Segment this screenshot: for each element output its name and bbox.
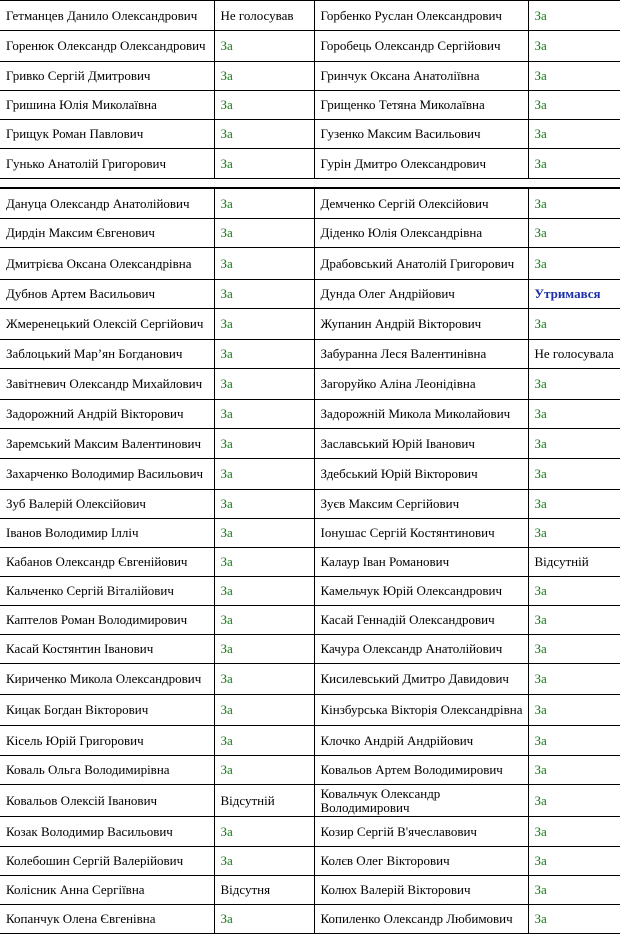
vote-result: За [214,519,314,548]
vote-result: За [528,91,620,120]
table-row [0,785,620,817]
table-row [0,219,620,248]
table-row [0,248,620,280]
vote-result: За [214,219,314,248]
vote-result: За [214,340,314,369]
deputy-name: Гунько Анатолій Григорович [0,149,214,179]
deputy-name: Жмеренецький Олексій Сергійович [0,309,214,340]
vote-result: За [528,876,620,905]
table-row [0,400,620,429]
vote-result: За [528,429,620,459]
deputy-name: Грищук Роман Павлович [0,120,214,149]
votes-table-part2 [0,188,620,934]
deputy-name: Калаур Іван Романович [314,548,528,577]
vote-result: За [214,459,314,490]
deputy-name: Клочко Андрій Андрійович [314,726,528,756]
deputy-name: Ковальчук Олександр Володимирович [314,785,528,817]
vote-result: За [528,31,620,62]
deputy-name: Кицак Богдан Вікторович [0,695,214,726]
table-row [0,31,620,62]
vote-result: Не голосувала [528,340,620,369]
table-row [0,548,620,577]
vote-result: За [528,905,620,934]
vote-result: За [528,149,620,179]
deputy-name: Горбенко Руслан Олександрович [314,1,528,31]
deputy-name: Завітневич Олександр Михайлович [0,369,214,400]
deputy-name: Коваль Ольга Володимирівна [0,756,214,785]
table-row [0,62,620,91]
vote-result: За [214,120,314,149]
votes-table-part1 [0,0,620,179]
vote-result: За [528,635,620,664]
deputy-name: Дирдін Максим Євгенович [0,219,214,248]
deputy-name: Камельчук Юрій Олександрович [314,577,528,606]
table-row [0,459,620,490]
deputy-name: Колєв Олег Вікторович [314,847,528,876]
deputy-name: Іонушас Сергій Костянтинович [314,519,528,548]
deputy-name: Колюх Валерій Вікторович [314,876,528,905]
deputy-name: Задорожний Андрій Вікторович [0,400,214,429]
table-row [0,519,620,548]
vote-result: За [214,248,314,280]
vote-result: За [214,635,314,664]
vote-result: За [528,120,620,149]
deputy-name: Касай Костянтин Іванович [0,635,214,664]
vote-result: За [528,62,620,91]
table-row [0,876,620,905]
vote-result: За [214,548,314,577]
deputy-name: Копанчук Олена Євгенівна [0,905,214,934]
deputy-name: Зуєв Максим Сергійович [314,490,528,519]
vote-result: Відсутній [528,548,620,577]
table-row [0,817,620,847]
deputy-name: Качура Олександр Анатолійович [314,635,528,664]
vote-result: За [528,490,620,519]
vote-result: За [528,817,620,847]
deputy-name: Здебський Юрій Вікторович [314,459,528,490]
vote-result: За [528,519,620,548]
table-row [0,606,620,635]
vote-result: За [214,847,314,876]
table-row [0,1,620,31]
deputy-name: Каптелов Роман Володимирович [0,606,214,635]
deputy-name: Колебошин Сергій Валерійович [0,847,214,876]
vote-result: За [528,756,620,785]
vote-result: Відсутня [214,876,314,905]
table-row [0,847,620,876]
deputy-name: Кабанов Олександр Євгенійович [0,548,214,577]
table-row [0,309,620,340]
table-row [0,189,620,219]
vote-result: За [214,726,314,756]
table-row [0,905,620,934]
deputy-name: Діденко Юлія Олександрівна [314,219,528,248]
vote-result: За [214,91,314,120]
deputy-name: Кисилевський Дмитро Давидович [314,664,528,695]
table-row [0,280,620,309]
deputy-name: Гривко Сергій Дмитрович [0,62,214,91]
vote-result: За [528,664,620,695]
table-row [0,577,620,606]
vote-result: Відсутній [214,785,314,817]
vote-result: За [528,459,620,490]
table-row [0,756,620,785]
table-row [0,369,620,400]
deputy-name: Жупанин Андрій Вікторович [314,309,528,340]
deputy-name: Задорожній Микола Миколайович [314,400,528,429]
vote-result: За [528,189,620,219]
vote-result: За [528,847,620,876]
table-row [0,429,620,459]
vote-result: Утримався [528,280,620,309]
deputy-name: Загоруйко Аліна Леонідівна [314,369,528,400]
vote-result: За [214,189,314,219]
deputy-name: Кальченко Сергій Віталійович [0,577,214,606]
table-row [0,490,620,519]
table-row [0,695,620,726]
vote-result: За [528,400,620,429]
table-row [0,149,620,179]
vote-result: За [528,695,620,726]
deputy-name: Кісель Юрій Григорович [0,726,214,756]
table-section-gap [0,178,620,188]
vote-result: За [214,280,314,309]
deputy-name: Касай Геннадій Олександрович [314,606,528,635]
vote-result: За [528,726,620,756]
deputy-name: Гришина Юлія Миколаївна [0,91,214,120]
table-row [0,726,620,756]
table-row [0,635,620,664]
vote-result: За [214,664,314,695]
deputy-name: Дануца Олександр Анатолійович [0,189,214,219]
vote-result: За [214,400,314,429]
vote-result: За [528,369,620,400]
vote-result: За [214,149,314,179]
deputy-name: Демченко Сергій Олексійович [314,189,528,219]
vote-result: За [528,248,620,280]
vote-result: За [214,817,314,847]
deputy-name: Драбовський Анатолій Григорович [314,248,528,280]
deputy-name: Ковальов Олексій Іванович [0,785,214,817]
deputy-name: Гринчук Оксана Анатоліївна [314,62,528,91]
vote-result: За [214,606,314,635]
vote-result: За [214,309,314,340]
deputy-name: Зуб Валерій Олексійович [0,490,214,519]
vote-result: За [214,62,314,91]
deputy-name: Дубнов Артем Васильович [0,280,214,309]
deputy-name: Горенюк Олександр Олександрович [0,31,214,62]
deputy-name: Кінзбурська Вікторія Олександрівна [314,695,528,726]
deputy-name: Дунда Олег Андрійович [314,280,528,309]
deputy-name: Копиленко Олександр Любимович [314,905,528,934]
vote-result: За [214,429,314,459]
deputy-name: Заремський Максим Валентинович [0,429,214,459]
deputy-name: Гурін Дмитро Олександрович [314,149,528,179]
deputy-name: Козак Володимир Васильович [0,817,214,847]
table-row [0,91,620,120]
deputy-name: Забуранна Леся Валентинівна [314,340,528,369]
deputy-name: Заславський Юрій Іванович [314,429,528,459]
vote-result: За [214,905,314,934]
vote-result: За [214,369,314,400]
deputy-name: Кириченко Микола Олександрович [0,664,214,695]
vote-result: За [528,1,620,31]
vote-result: За [528,309,620,340]
vote-result: За [214,577,314,606]
vote-result: За [528,577,620,606]
vote-result: За [528,785,620,817]
vote-result: За [528,606,620,635]
deputy-name: Грищенко Тетяна Миколаївна [314,91,528,120]
table-row [0,120,620,149]
deputy-name: Іванов Володимир Ілліч [0,519,214,548]
deputy-name: Дмитрієва Оксана Олександрівна [0,248,214,280]
deputy-name: Горобець Олександр Сергійович [314,31,528,62]
vote-result: Не голосував [214,1,314,31]
deputy-name: Заблоцький Мар’ян Богданович [0,340,214,369]
deputy-name: Гетманцев Данило Олександрович [0,1,214,31]
deputy-name: Ковальов Артем Володимирович [314,756,528,785]
vote-result: За [528,219,620,248]
vote-result: За [214,695,314,726]
deputy-name: Захарченко Володимир Васильович [0,459,214,490]
deputy-name: Колісник Анна Сергіївна [0,876,214,905]
vote-result: За [214,490,314,519]
deputy-name: Гузенко Максим Васильович [314,120,528,149]
deputy-name: Козир Сергій В'ячеславович [314,817,528,847]
table-row [0,340,620,369]
vote-result: За [214,756,314,785]
table-row [0,664,620,695]
vote-result: За [214,31,314,62]
